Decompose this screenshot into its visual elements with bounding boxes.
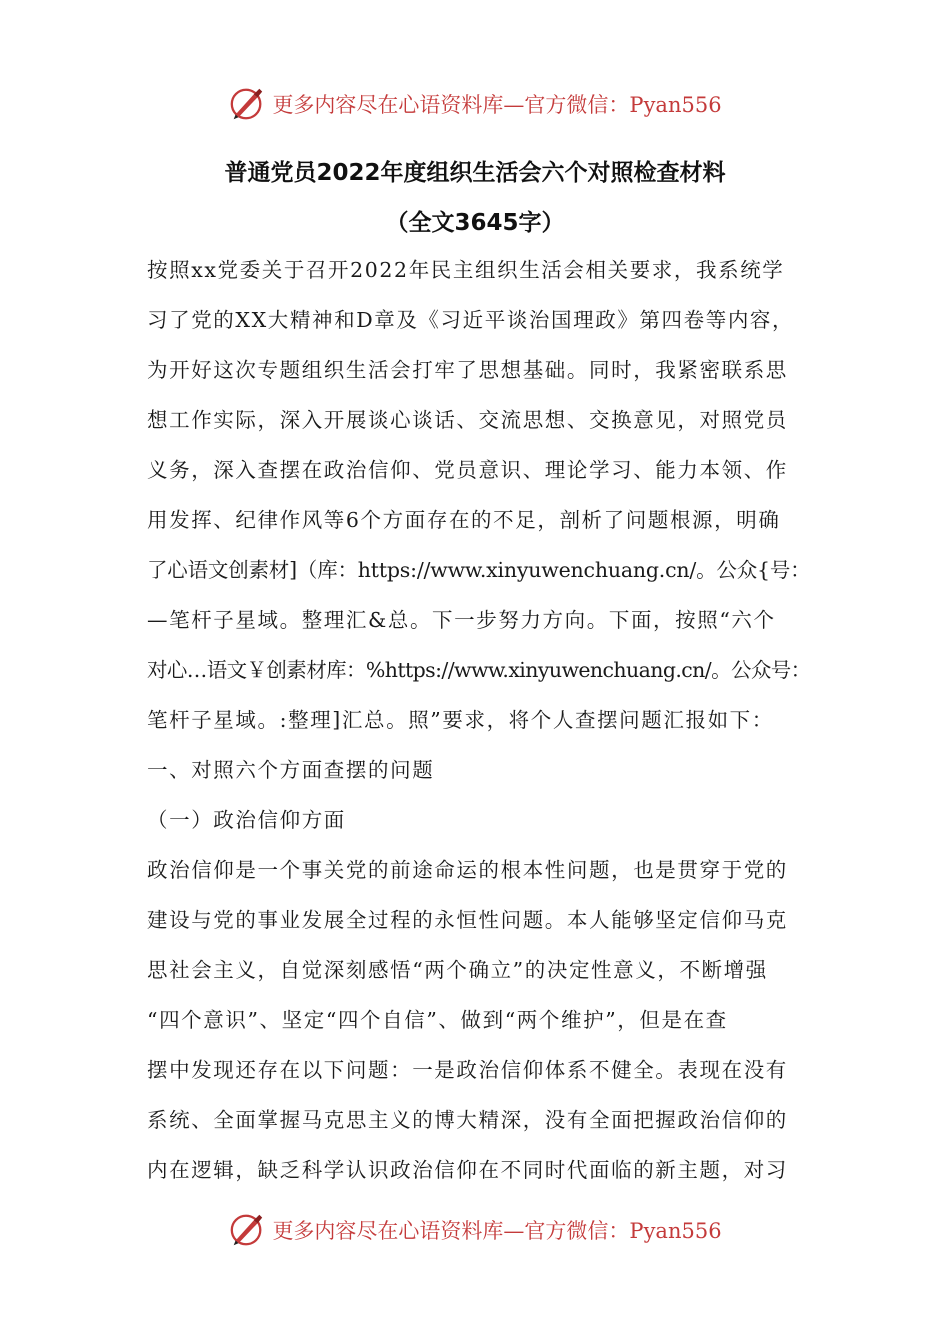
paragraph-line: 习了党的XX大精神和D章及《习近平谈治国理政》第四卷等内容， (147, 308, 795, 332)
document-body (147, 245, 815, 1195)
paragraph-line: 建设与党的事业发展全过程的永恒性问题。本人能够坚定信仰马克 (147, 908, 788, 932)
document-title: 普通党员2022年度组织生活会六个对照检查材料 (224, 160, 726, 186)
paragraph-line: 按照xx党委关于召开2022年民主组织生活会相关要求，我系统学 (147, 258, 785, 282)
paragraph-line: 了心语文创素材]（库：https://www.xinyuwenchuang.cn/。公众{号： (147, 558, 811, 582)
watermark-text: 更多内容尽在心语资料库—官方微信：Pyan556 (272, 93, 722, 117)
document-subtitle: （全文3645字） (385, 210, 565, 236)
pen-logo-icon (228, 85, 266, 123)
footer-watermark (0, 1208, 950, 1252)
section-heading: 一、对照六个方面查摆的问题 (147, 758, 435, 782)
paragraph-line: 系统、全面掌握马克思主义的博大精深，没有全面把握政治信仰的 (147, 1108, 788, 1132)
paragraph-line: 政治信仰是一个事关党的前途命运的根本性问题，也是贯穿于党的 (147, 858, 788, 882)
paragraph-line: “四个意识”、坚定“四个自信”、做到“两个维护”，但是在查 (147, 1008, 728, 1032)
paragraph-line: 义务，深入查摆在政治信仰、党员意识、理论学习、能力本领、作 (147, 458, 788, 482)
paragraph-line: —笔杆子星域。整理汇&总。下一步努力方向。下面，按照“六个 (147, 608, 776, 632)
subsection-heading: （一）政治信仰方面 (147, 808, 346, 832)
paragraph-line: 对心…语文￥创素材库：%https://www.xinyuwenchuang.cn/。公众号： (147, 658, 811, 682)
paragraph-line: 想工作实际，深入开展谈心谈话、交流思想、交换意见，对照党员 (147, 408, 788, 432)
pen-logo-icon (228, 1211, 266, 1249)
paragraph-line: 思社会主义，自觉深刻感悟“两个确立”的决定性意义，不断增强 (147, 958, 768, 982)
paragraph-line: 用发挥、纪律作风等6个方面存在的不足，剖析了问题根源，明确 (147, 508, 781, 532)
paragraph-line: 摆中发现还存在以下问题：一是政治信仰体系不健全。表现在没有 (147, 1058, 788, 1082)
paragraph-line: 为开好这次专题组织生活会打牢了思想基础。同时，我紧密联系思 (147, 358, 788, 382)
watermark-text: 更多内容尽在心语资料库—官方微信：Pyan556 (272, 1219, 722, 1243)
header-watermark (0, 82, 950, 126)
paragraph-line: 内在逻辑，缺乏科学认识政治信仰在不同时代面临的新主题，对习 (147, 1158, 788, 1182)
paragraph-line: 笔杆子星域。:整理]汇总。照”要求，将个人查摆问题汇报如下： (147, 708, 774, 732)
